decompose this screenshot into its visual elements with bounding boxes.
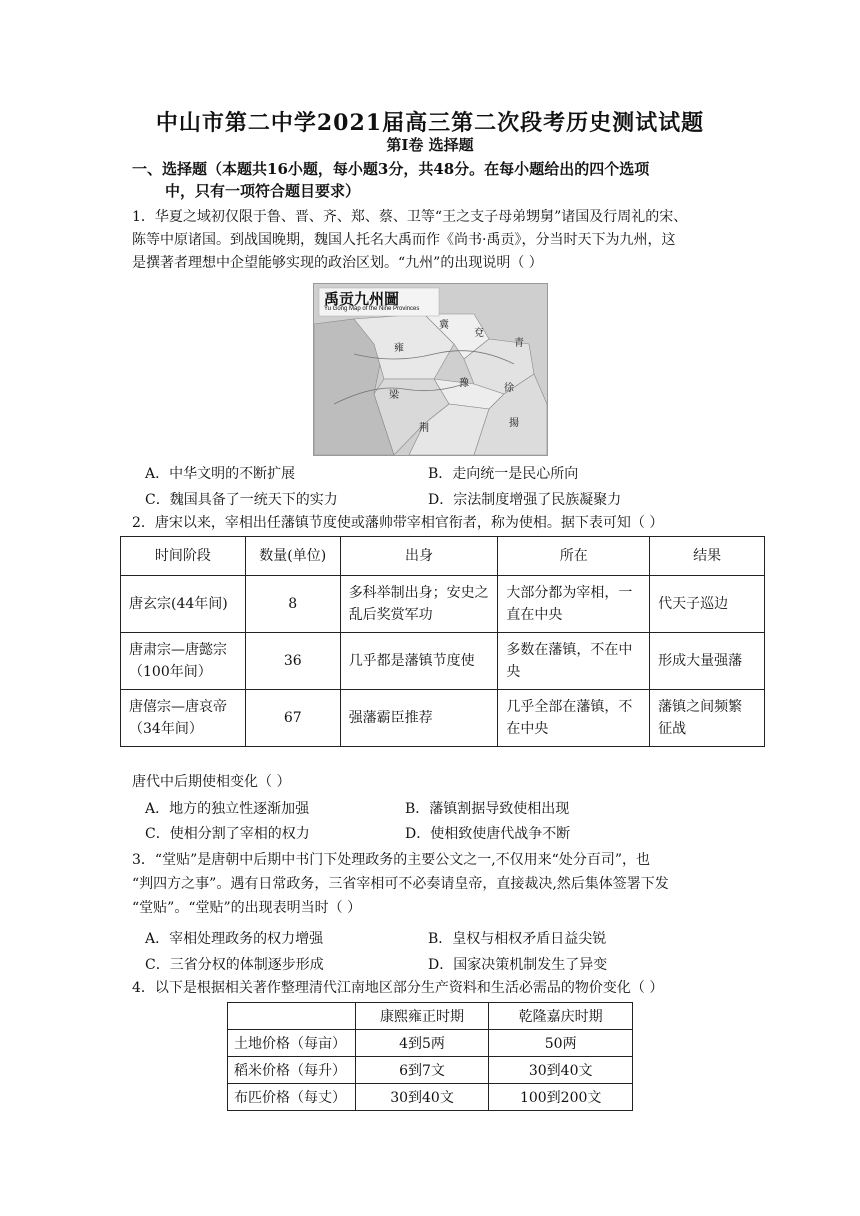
section-heading-line1: 一、选择题（本题共16小题，每小题3分，共48分。在每小题给出的四个选项 [132, 160, 650, 178]
page-title: 中山市第二中学2021届高三第二次段考历史测试试题 [155, 110, 705, 136]
q3-option-a[interactable]: A．宰相处理政务的权力增强 [145, 931, 324, 947]
nine-provinces-map [313, 283, 548, 456]
count-cell: 36 [245, 633, 340, 690]
location-cell: 几乎全部在藩镇，不在中央 [498, 690, 650, 747]
map-region-label: 雍 [394, 343, 404, 354]
price-cell: 50两 [489, 1030, 633, 1057]
location-cell: 多数在藩镇，不在中央 [498, 633, 650, 690]
item-cell: 土地价格（每亩） [228, 1030, 356, 1057]
table-header-cell: 数量(单位) [245, 537, 340, 576]
q2-table [120, 536, 765, 747]
table-header-cell: 出身 [340, 537, 498, 576]
item-cell: 稻米价格（每升） [228, 1057, 356, 1084]
q3-option-c[interactable]: C．三省分权的体制逐步形成 [145, 957, 324, 973]
q1-option-b[interactable]: B．走向统一是民心所向 [428, 466, 579, 482]
table-header-cell [228, 1003, 356, 1030]
q3-line: “堂贴”。“堂贴”的出现表明当时（ ） [132, 900, 362, 916]
map-region-label: 豫 [459, 378, 469, 389]
map-region-label: 梁 [389, 390, 399, 401]
map-title: 禹贡九州圖 [324, 290, 400, 308]
table-row [121, 690, 765, 747]
question-2-stem: 2．唐宋以来，宰相出任藩镇节度使或藩帅带宰相官衔者，称为使相。据下表可知（ ） [132, 515, 664, 531]
section-heading [132, 158, 772, 202]
table-header-row [121, 537, 765, 576]
price-cell: 30到40文 [355, 1084, 489, 1111]
table-row [121, 633, 765, 690]
q3-line: “判四方之事”。遇有日常政务，三省宰相可不必奏请皇帝，直接裁决,然后集体签署下发 [132, 876, 669, 892]
section-heading-line2: 中，只有一项符合题目要求） [165, 182, 361, 200]
table-row [121, 576, 765, 633]
price-cell: 30到40文 [489, 1057, 633, 1084]
q1-option-c[interactable]: C．魏国具备了一统天下的实力 [145, 492, 338, 508]
table-row [228, 1084, 633, 1111]
origin-cell: 多科举制出身；安史之乱后奖赏军功 [340, 576, 498, 633]
result-cell: 代天子巡边 [650, 576, 765, 633]
table-header-cell: 时间阶段 [121, 537, 246, 576]
q1-option-a[interactable]: A．中华文明的不断扩展 [145, 466, 296, 482]
count-cell: 67 [245, 690, 340, 747]
origin-cell: 几乎都是藩镇节度使 [340, 633, 498, 690]
q2-option-a[interactable]: A．地方的独立性逐渐加强 [145, 801, 310, 817]
map-region-label: 冀 [439, 320, 449, 331]
period-cell: 唐僖宗—唐哀帝（34年间） [121, 690, 246, 747]
result-cell: 形成大量强藩 [650, 633, 765, 690]
price-cell: 4到5两 [355, 1030, 489, 1057]
price-cell: 6到7文 [355, 1057, 489, 1084]
location-cell: 大部分都为宰相，一直在中央 [498, 576, 650, 633]
q1-option-d[interactable]: D．宗法制度增强了民族凝聚力 [428, 492, 622, 508]
q2-option-d[interactable]: D．使相致使唐代战争不断 [405, 826, 571, 842]
table-header-cell: 所在 [498, 537, 650, 576]
q1-line: 是撰著者理想中企望能够实现的政治区划。“九州”的出现说明（ ） [132, 255, 543, 271]
q1-line: 1．华夏之域初仅限于鲁、晋、齐、郑、蔡、卫等“王之支子母弟甥舅”诸国及行周礼的宋、 [132, 209, 688, 225]
table-header-cell: 康熙雍正时期 [355, 1003, 489, 1030]
q3-option-d[interactable]: D．国家决策机制发生了异变 [428, 957, 608, 973]
q2-option-c[interactable]: C．使相分割了宰相的权力 [145, 826, 310, 842]
table-row [228, 1030, 633, 1057]
question-4-stem: 4．以下是根据相关著作整理清代江南地区部分生产资料和生活必需品的物价变化（ ） [132, 980, 664, 996]
map-region-label: 荆 [419, 423, 429, 434]
question-3-stem [132, 848, 772, 920]
map-region-label: 徐 [504, 383, 514, 394]
q2-option-b[interactable]: B．藩镇割据导致使相出现 [405, 801, 570, 817]
map-region-label: 揚 [509, 418, 519, 429]
item-cell: 布匹价格（每丈） [228, 1084, 356, 1111]
table-header-row [228, 1003, 633, 1030]
q3-option-b[interactable]: B．皇权与相权矛盾日益尖锐 [428, 931, 607, 947]
q3-line: 3．“堂贴”是唐朝中后期中书门下处理政务的主要公文之一,不仅用来“处分百司”，也 [132, 852, 650, 868]
count-cell: 8 [245, 576, 340, 633]
question-1-stem [132, 206, 772, 275]
map-subtitle: Yu Gong Map of the Nine Provinces [324, 306, 420, 312]
q2-question: 唐代中后期使相变化（ ） [132, 774, 291, 790]
result-cell: 藩镇之间频繁征战 [650, 690, 765, 747]
section-subtitle: 第Ⅰ卷 选择题 [386, 136, 474, 154]
map-region-label: 兗 [474, 328, 484, 339]
period-cell: 唐肃宗—唐懿宗（100年间） [121, 633, 246, 690]
q1-line: 陈等中原诸国。到战国晚期，魏国人托名大禹而作《尚书·禹贡》，分当时天下为九州，这 [132, 232, 676, 248]
map-region-label: 青 [514, 338, 524, 349]
price-cell: 100到200文 [489, 1084, 633, 1111]
origin-cell: 强藩霸臣推荐 [340, 690, 498, 747]
table-row [228, 1057, 633, 1084]
table-header-cell: 结果 [650, 537, 765, 576]
q4-price-table [227, 1002, 633, 1111]
table-header-cell: 乾隆嘉庆时期 [489, 1003, 633, 1030]
period-cell: 唐玄宗(44年间) [121, 576, 246, 633]
